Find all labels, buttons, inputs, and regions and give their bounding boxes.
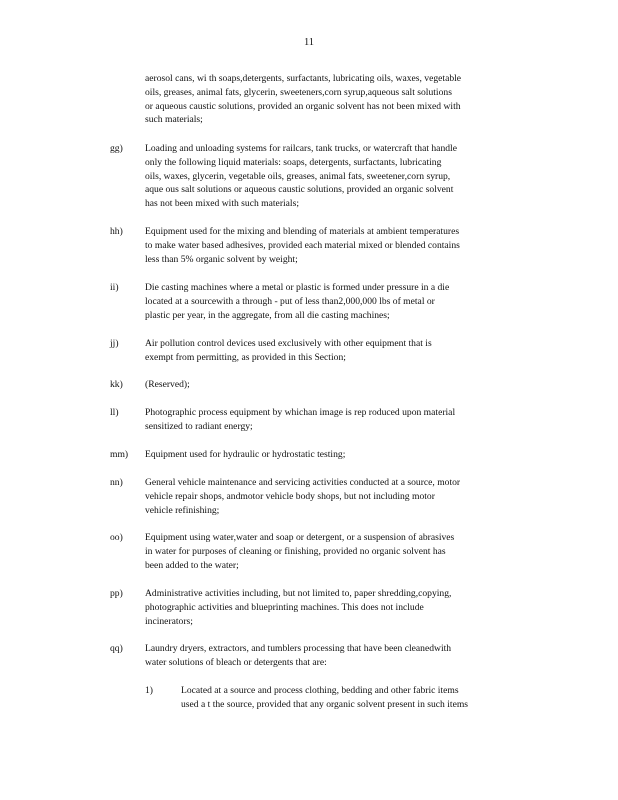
text-line: incinerators; <box>145 615 193 627</box>
item-text <box>145 225 545 266</box>
item-label: mm) <box>110 449 129 460</box>
item-label: kk) <box>110 379 123 390</box>
item-label: nn) <box>110 477 123 488</box>
text-line: General vehicle maintenance and servicing activities conducted at a source, motor <box>145 477 461 488</box>
text-line: or aqueous caustic solutions, provided an organic solvent has not been mixed with <box>145 100 461 112</box>
item-text <box>145 642 545 670</box>
item-text <box>145 281 545 322</box>
text-line: exempt from permitting, as provided in this Section; <box>145 351 346 363</box>
text-line: been added to the water; <box>145 559 239 571</box>
text-line: Equipment used for the mixing and blending of materials at ambient temperatures <box>145 226 460 237</box>
text-line: to make water based adhesives, provided each material mixed or blended contains <box>145 239 460 251</box>
item-label: oo) <box>110 532 123 543</box>
item-text <box>145 142 545 211</box>
text-line: in water for purposes of cleaning or finishing, provided no organic solvent has <box>145 545 446 557</box>
text-line: aerosol cans, wi th soaps,detergents, surfactants, lubricating oils, waxes, vegetable <box>145 73 462 84</box>
text-line: Administrative activities including, but not limited to, paper shredding,copying, <box>145 588 452 599</box>
text-line: Laundry dryers, extractors, and tumblers processing that have been cleanedwith <box>145 643 452 654</box>
item-label: ii) <box>110 282 119 293</box>
item-label: jj) <box>110 338 119 349</box>
page-number: 11 <box>303 37 315 48</box>
text-line: aque ous salt solutions or aqueous caustic solutions, provided an organic solvent <box>145 184 454 196</box>
text-line: such materials; <box>145 114 203 126</box>
text-line: vehicle refinishing; <box>145 504 220 516</box>
text-line: Loading and unloading systems for railcars, tank trucks, or watercraft that handle <box>145 143 457 154</box>
item-label: qq) <box>110 643 123 654</box>
text-line: only the following liquid materials: soaps, detergents, surfactants, lubricating <box>145 156 442 168</box>
text-line: water solutions of bleach or detergents that are: <box>145 656 327 668</box>
text-line: oils, waxes, glycerin, vegetable oils, greases, animal fats, sweetener,corn syrup, <box>145 170 451 182</box>
text-line: Air pollution control devices used exclusively with other equipment that is <box>145 338 432 349</box>
text-line: (Reserved); <box>145 379 190 390</box>
item-text <box>145 476 545 517</box>
text-line: used a t the source, provided that any organic solvent present in such items <box>181 698 469 710</box>
item-label: hh) <box>110 226 123 237</box>
continuation-paragraph <box>145 72 545 127</box>
text-line: vehicle repair shops, andmotor vehicle body shops, but not including motor <box>145 490 435 502</box>
text-line: less than 5% organic solvent by weight; <box>145 253 298 265</box>
item-label: ll) <box>110 407 119 418</box>
item-text <box>145 337 545 365</box>
text-line: photographic activities and blueprinting machines. This does not include <box>145 601 424 613</box>
text-line: plastic per year, in the aggregate, from all die casting machines; <box>145 309 390 321</box>
item-label: gg) <box>110 143 123 154</box>
item-text <box>145 378 545 392</box>
text-line: Die casting machines where a metal or plastic is formed under pressure in a die <box>145 282 450 293</box>
text-line: located at a sourcewith a through - put of less than2,000,000 lbs of metal or <box>145 295 435 307</box>
text-line: Equipment using water,water and soap or detergent, or a suspension of abrasives <box>145 532 455 543</box>
sub-item-label: 1) <box>145 685 153 696</box>
item-text <box>145 587 545 628</box>
sub-item-text <box>181 684 541 712</box>
text-line: oils, greases, animal fats, glycerin, sweeteners,corn syrup,aqueous salt solutions <box>145 86 452 98</box>
text-line: Located at a source and process clothing, bedding and other fabric items <box>181 685 459 696</box>
text-line: sensitized to radiant energy; <box>145 420 253 432</box>
item-text <box>145 406 545 434</box>
item-text <box>145 448 545 462</box>
text-line: Photographic process equipment by whichan image is rep roduced upon material <box>145 407 456 418</box>
text-line: has not been mixed with such materials; <box>145 198 299 210</box>
text-line: Equipment used for hydraulic or hydrostatic testing; <box>145 449 346 460</box>
item-text <box>145 531 545 572</box>
item-label: pp) <box>110 588 123 599</box>
